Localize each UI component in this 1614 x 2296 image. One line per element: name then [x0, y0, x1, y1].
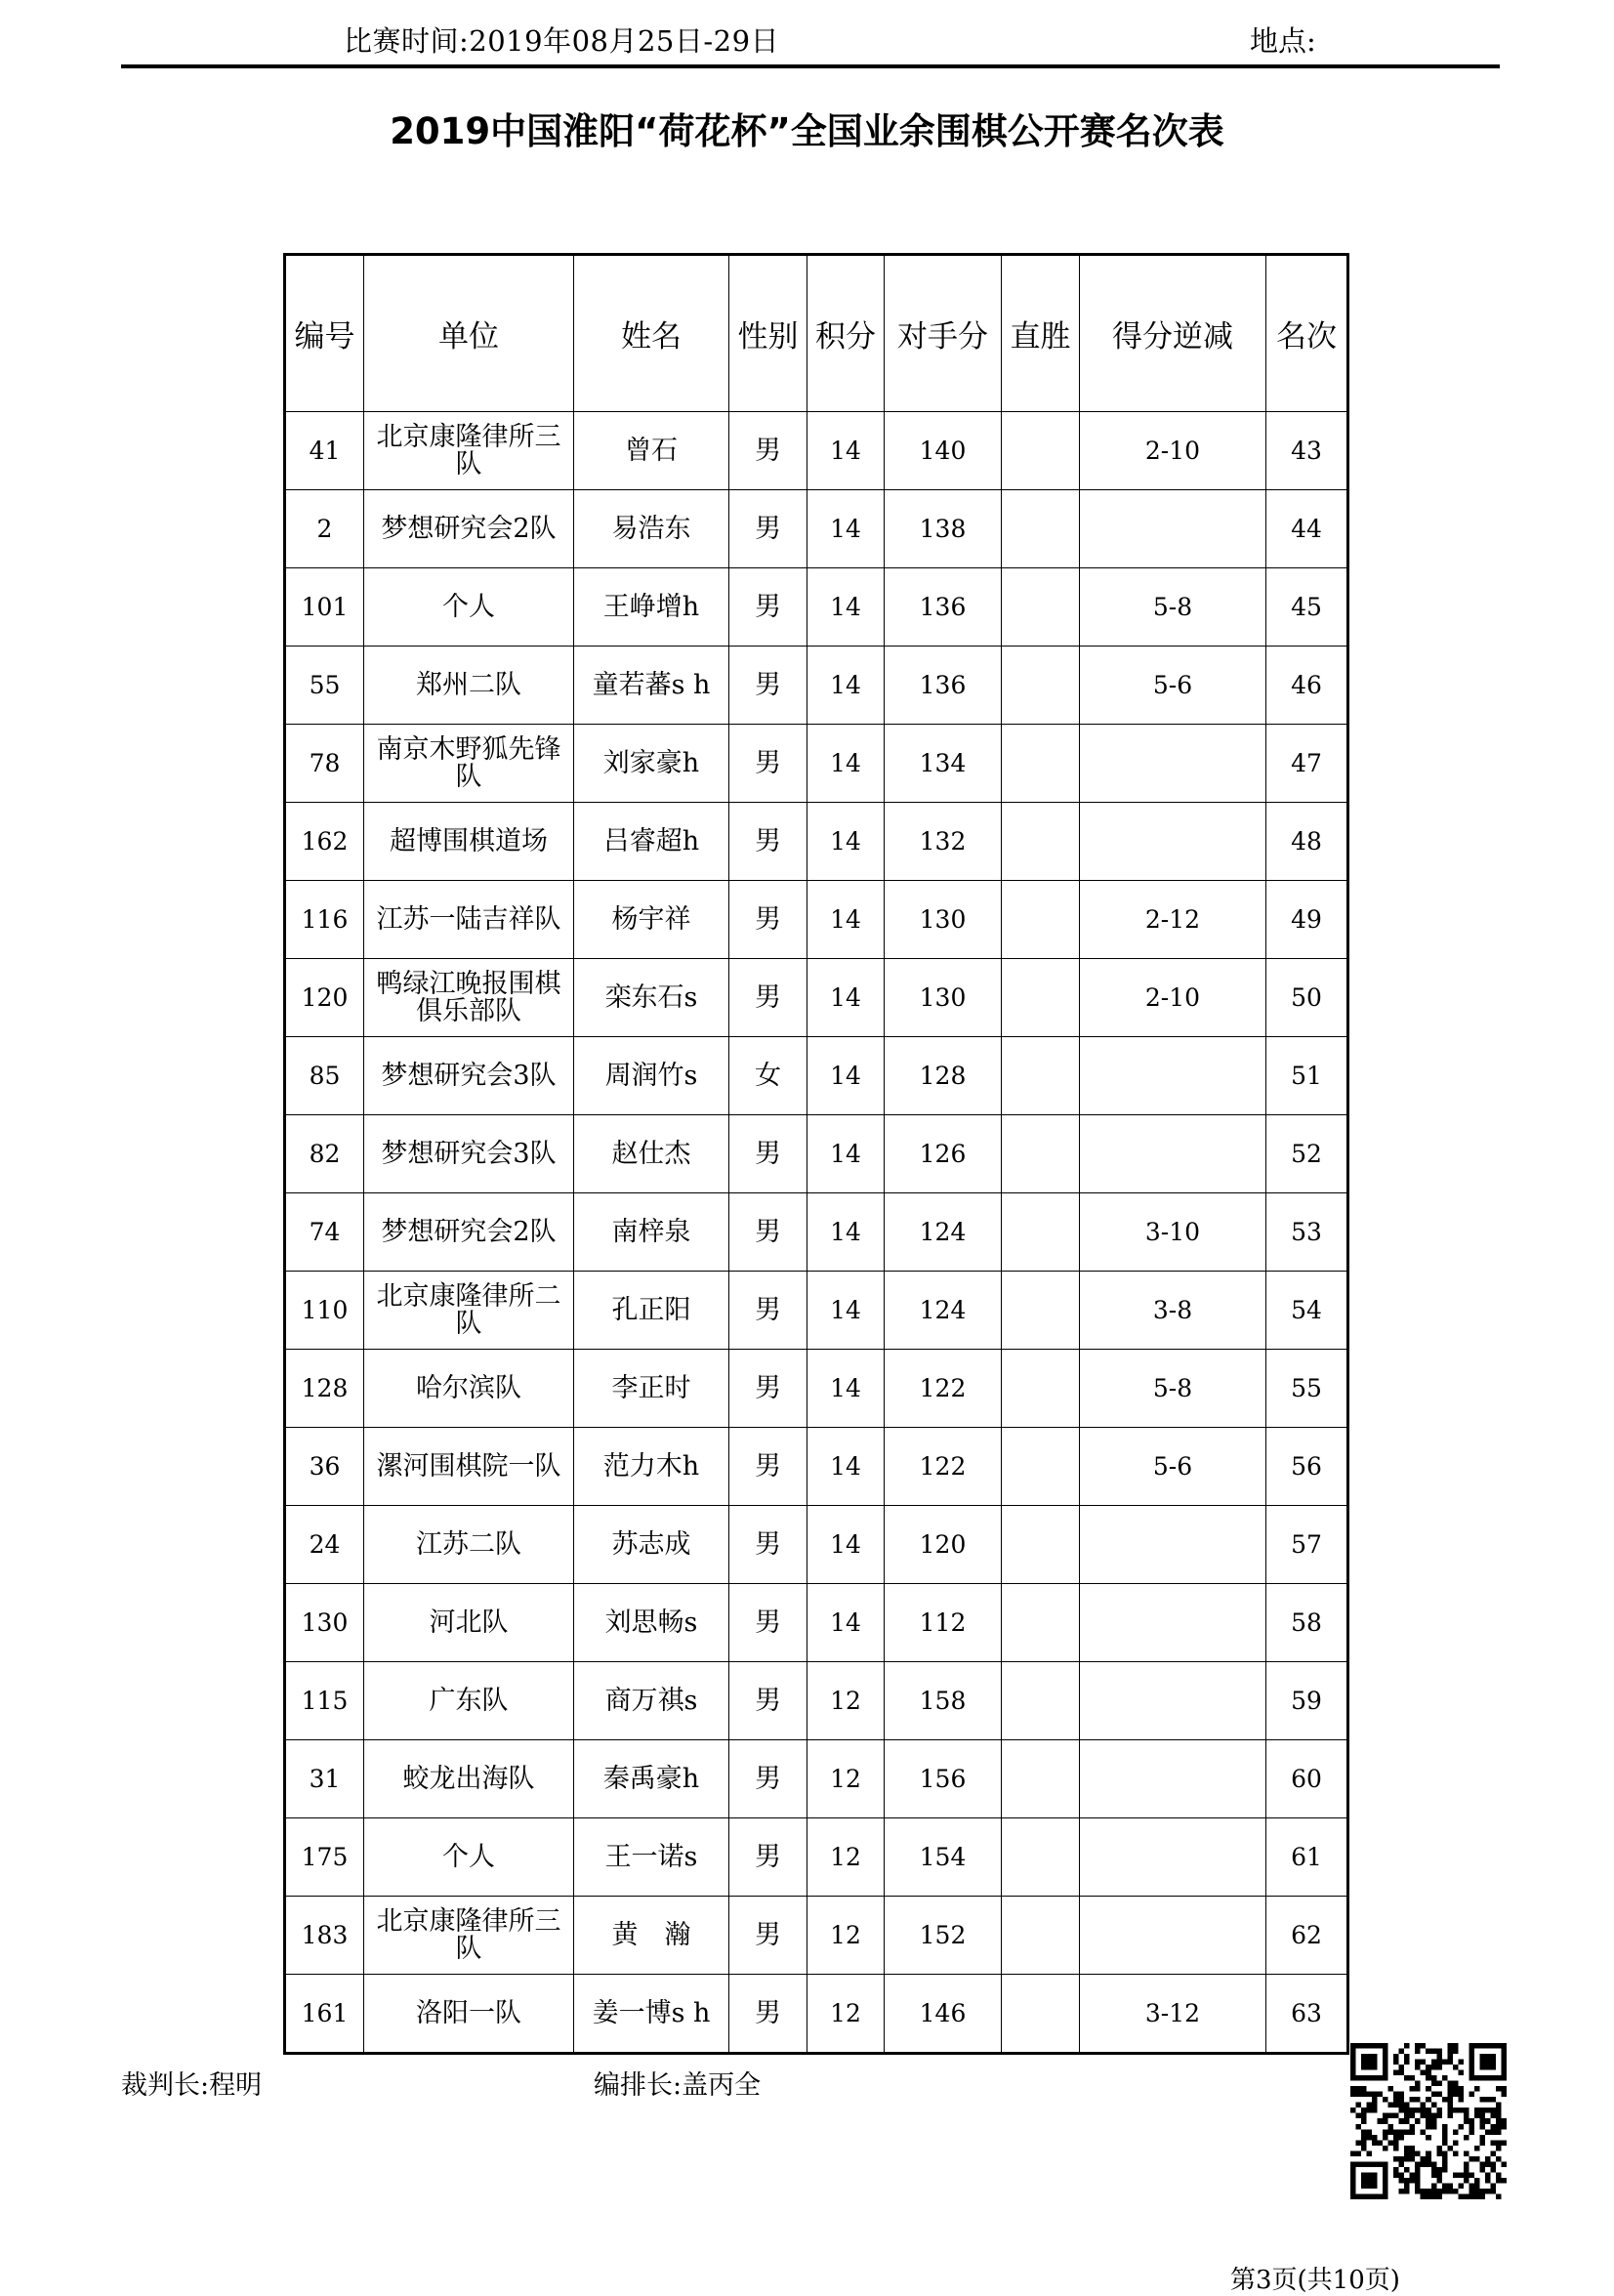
cell-name: 黄 瀚	[574, 1897, 729, 1975]
cell-id: 74	[285, 1193, 364, 1272]
page-title: 2019中国淮阳“荷花杯”全国业余围棋公开赛名次表	[390, 110, 1224, 152]
cell-tiebreak	[1080, 1818, 1266, 1897]
cell-opponent-score: 158	[885, 1662, 1002, 1740]
table-row	[285, 1428, 1348, 1506]
cell-opponent-score: 136	[885, 647, 1002, 725]
cell-id: 110	[285, 1272, 364, 1350]
cell-name: 商万祺s	[574, 1662, 729, 1740]
cell-direct-win	[1002, 1897, 1080, 1975]
cell-direct-win	[1002, 1584, 1080, 1662]
cell-score: 14	[807, 490, 885, 568]
cell-tiebreak	[1080, 803, 1266, 881]
cell-opponent-score: 122	[885, 1428, 1002, 1506]
cell-direct-win	[1002, 1975, 1080, 2054]
cell-name: 秦禹豪h	[574, 1740, 729, 1818]
unit-header: 单位	[364, 255, 574, 412]
cell-opponent-score: 130	[885, 881, 1002, 959]
cell-tiebreak: 2-12	[1080, 881, 1266, 959]
cell-unit: 广东队	[364, 1662, 574, 1740]
cell-score: 14	[807, 725, 885, 803]
cell-gender: 男	[729, 490, 807, 568]
cell-opponent-score: 156	[885, 1740, 1002, 1818]
cell-tiebreak: 3-8	[1080, 1272, 1266, 1350]
cell-gender: 男	[729, 1897, 807, 1975]
cell-unit: 个人	[364, 1818, 574, 1897]
name-header: 姓名	[574, 255, 729, 412]
header-divider	[121, 64, 1500, 68]
cell-direct-win	[1002, 490, 1080, 568]
cell-gender: 男	[729, 959, 807, 1037]
cell-name: 栾东石s	[574, 959, 729, 1037]
cell-tiebreak	[1080, 1897, 1266, 1975]
cell-direct-win	[1002, 1662, 1080, 1740]
table-row	[285, 1740, 1348, 1818]
cell-unit: 梦想研究会2队	[364, 1193, 574, 1272]
cell-rank: 48	[1266, 803, 1348, 881]
tiebreak-header: 得分逆减	[1080, 255, 1266, 412]
cell-rank: 55	[1266, 1350, 1348, 1428]
cell-gender: 男	[729, 1740, 807, 1818]
cell-unit: 鸭绿江晚报围棋俱乐部队	[364, 959, 574, 1037]
cell-name: 孔正阳	[574, 1272, 729, 1350]
cell-score: 14	[807, 568, 885, 647]
table-row	[285, 1193, 1348, 1272]
cell-unit: 梦想研究会2队	[364, 490, 574, 568]
cell-name: 周润竹s	[574, 1037, 729, 1115]
table-body	[285, 412, 1348, 2054]
cell-opponent-score: 136	[885, 568, 1002, 647]
cell-rank: 49	[1266, 881, 1348, 959]
chief-scheduler: 编排长:盖丙全	[594, 2070, 762, 2101]
cell-gender: 男	[729, 1818, 807, 1897]
cell-opponent-score: 138	[885, 490, 1002, 568]
cell-opponent-score: 130	[885, 959, 1002, 1037]
cell-direct-win	[1002, 1272, 1080, 1350]
cell-rank: 54	[1266, 1272, 1348, 1350]
cell-unit: 郑州二队	[364, 647, 574, 725]
cell-direct-win	[1002, 1193, 1080, 1272]
cell-rank: 60	[1266, 1740, 1348, 1818]
cell-rank: 59	[1266, 1662, 1348, 1740]
cell-direct-win	[1002, 959, 1080, 1037]
match-date: 比赛时间:2019年08月25日-29日	[344, 24, 780, 58]
cell-opponent-score: 152	[885, 1897, 1002, 1975]
cell-gender: 女	[729, 1037, 807, 1115]
cell-id: 36	[285, 1428, 364, 1506]
cell-id: 41	[285, 412, 364, 490]
cell-score: 14	[807, 1350, 885, 1428]
cell-tiebreak: 2-10	[1080, 412, 1266, 490]
cell-rank: 50	[1266, 959, 1348, 1037]
cell-score: 14	[807, 647, 885, 725]
cell-name: 姜一博s h	[574, 1975, 729, 2054]
cell-rank: 43	[1266, 412, 1348, 490]
cell-gender: 男	[729, 1272, 807, 1350]
cell-name: 吕睿超h	[574, 803, 729, 881]
cell-rank: 51	[1266, 1037, 1348, 1115]
cell-direct-win	[1002, 412, 1080, 490]
cell-unit: 梦想研究会3队	[364, 1037, 574, 1115]
cell-gender: 男	[729, 647, 807, 725]
cell-opponent-score: 124	[885, 1193, 1002, 1272]
cell-id: 128	[285, 1350, 364, 1428]
cell-tiebreak: 3-10	[1080, 1193, 1266, 1272]
cell-gender: 男	[729, 725, 807, 803]
cell-direct-win	[1002, 1350, 1080, 1428]
cell-unit: 梦想研究会3队	[364, 1115, 574, 1193]
cell-opponent-score: 132	[885, 803, 1002, 881]
cell-tiebreak: 2-10	[1080, 959, 1266, 1037]
cell-score: 14	[807, 1272, 885, 1350]
cell-score: 12	[807, 1818, 885, 1897]
qr-code-icon	[1350, 2043, 1507, 2199]
cell-rank: 57	[1266, 1506, 1348, 1584]
cell-name: 王峥增h	[574, 568, 729, 647]
cell-rank: 58	[1266, 1584, 1348, 1662]
cell-gender: 男	[729, 1115, 807, 1193]
cell-unit: 江苏一陆吉祥队	[364, 881, 574, 959]
table-row	[285, 725, 1348, 803]
table-row	[285, 490, 1348, 568]
cell-name: 刘思畅s	[574, 1584, 729, 1662]
cell-rank: 56	[1266, 1428, 1348, 1506]
cell-rank: 63	[1266, 1975, 1348, 2054]
table-row	[285, 1037, 1348, 1115]
cell-id: 115	[285, 1662, 364, 1740]
cell-unit: 北京康隆律所三队	[364, 412, 574, 490]
cell-id: 55	[285, 647, 364, 725]
cell-id: 78	[285, 725, 364, 803]
match-place: 地点:	[1250, 24, 1316, 58]
table-row	[285, 1272, 1348, 1350]
cell-opponent-score: 154	[885, 1818, 1002, 1897]
direct-win-header: 直胜	[1002, 255, 1080, 412]
cell-direct-win	[1002, 1740, 1080, 1818]
cell-opponent-score: 140	[885, 412, 1002, 490]
cell-score: 14	[807, 959, 885, 1037]
cell-unit: 哈尔滨队	[364, 1350, 574, 1428]
cell-gender: 男	[729, 1662, 807, 1740]
table-row	[285, 1350, 1348, 1428]
cell-tiebreak	[1080, 1584, 1266, 1662]
cell-tiebreak	[1080, 725, 1266, 803]
cell-id: 24	[285, 1506, 364, 1584]
cell-id: 31	[285, 1740, 364, 1818]
cell-rank: 52	[1266, 1115, 1348, 1193]
cell-rank: 53	[1266, 1193, 1348, 1272]
ranking-table	[283, 253, 1349, 2055]
cell-direct-win	[1002, 803, 1080, 881]
chief-referee: 裁判长:程明	[121, 2070, 263, 2101]
cell-opponent-score: 120	[885, 1506, 1002, 1584]
cell-score: 14	[807, 803, 885, 881]
cell-unit: 蛟龙出海队	[364, 1740, 574, 1818]
cell-id: 85	[285, 1037, 364, 1115]
cell-gender: 男	[729, 881, 807, 959]
cell-score: 12	[807, 1975, 885, 2054]
cell-rank: 47	[1266, 725, 1348, 803]
cell-rank: 46	[1266, 647, 1348, 725]
cell-score: 14	[807, 1584, 885, 1662]
cell-score: 12	[807, 1897, 885, 1975]
cell-direct-win	[1002, 647, 1080, 725]
cell-tiebreak	[1080, 1037, 1266, 1115]
cell-name: 曾石	[574, 412, 729, 490]
cell-direct-win	[1002, 1818, 1080, 1897]
cell-direct-win	[1002, 568, 1080, 647]
cell-unit: 河北队	[364, 1584, 574, 1662]
cell-score: 14	[807, 881, 885, 959]
cell-score: 12	[807, 1662, 885, 1740]
cell-name: 赵仕杰	[574, 1115, 729, 1193]
cell-unit: 北京康隆律所二队	[364, 1272, 574, 1350]
cell-name: 苏志成	[574, 1506, 729, 1584]
cell-unit: 漯河围棋院一队	[364, 1428, 574, 1506]
cell-score: 14	[807, 1193, 885, 1272]
cell-score: 14	[807, 1037, 885, 1115]
cell-id: 162	[285, 803, 364, 881]
cell-name: 南梓泉	[574, 1193, 729, 1272]
cell-id: 130	[285, 1584, 364, 1662]
cell-gender: 男	[729, 1193, 807, 1272]
cell-id: 116	[285, 881, 364, 959]
table-row	[285, 1662, 1348, 1740]
cell-tiebreak	[1080, 1662, 1266, 1740]
opponent-score-header: 对手分	[885, 255, 1002, 412]
cell-gender: 男	[729, 412, 807, 490]
table-row	[285, 1975, 1348, 2054]
cell-name: 范力木h	[574, 1428, 729, 1506]
cell-unit: 个人	[364, 568, 574, 647]
table-row	[285, 568, 1348, 647]
cell-name: 刘家豪h	[574, 725, 729, 803]
cell-gender: 男	[729, 1584, 807, 1662]
cell-score: 14	[807, 412, 885, 490]
cell-name: 李正时	[574, 1350, 729, 1428]
cell-name: 童若蕃s h	[574, 647, 729, 725]
cell-rank: 44	[1266, 490, 1348, 568]
cell-unit: 北京康隆律所三队	[364, 1897, 574, 1975]
table-header-row	[285, 255, 1348, 412]
cell-tiebreak	[1080, 1115, 1266, 1193]
cell-gender: 男	[729, 1350, 807, 1428]
cell-opponent-score: 134	[885, 725, 1002, 803]
cell-id: 101	[285, 568, 364, 647]
cell-tiebreak: 5-6	[1080, 647, 1266, 725]
cell-rank: 45	[1266, 568, 1348, 647]
cell-id: 120	[285, 959, 364, 1037]
cell-gender: 男	[729, 568, 807, 647]
cell-direct-win	[1002, 725, 1080, 803]
table-row	[285, 1897, 1348, 1975]
cell-unit: 南京木野狐先锋队	[364, 725, 574, 803]
cell-direct-win	[1002, 1428, 1080, 1506]
cell-tiebreak: 5-8	[1080, 568, 1266, 647]
cell-name: 易浩东	[574, 490, 729, 568]
cell-tiebreak	[1080, 1740, 1266, 1818]
cell-score: 14	[807, 1115, 885, 1193]
cell-tiebreak	[1080, 490, 1266, 568]
cell-id: 82	[285, 1115, 364, 1193]
cell-gender: 男	[729, 1428, 807, 1506]
table-row	[285, 959, 1348, 1037]
cell-tiebreak: 3-12	[1080, 1975, 1266, 2054]
table-row	[285, 412, 1348, 490]
cell-rank: 62	[1266, 1897, 1348, 1975]
cell-id: 161	[285, 1975, 364, 2054]
cell-direct-win	[1002, 1506, 1080, 1584]
score-header: 积分	[807, 255, 885, 412]
cell-gender: 男	[729, 1506, 807, 1584]
cell-tiebreak: 5-8	[1080, 1350, 1266, 1428]
table-row	[285, 1818, 1348, 1897]
cell-opponent-score: 122	[885, 1350, 1002, 1428]
cell-score: 12	[807, 1740, 885, 1818]
table-row	[285, 1506, 1348, 1584]
rank-header: 名次	[1266, 255, 1348, 412]
cell-unit: 洛阳一队	[364, 1975, 574, 2054]
cell-direct-win	[1002, 881, 1080, 959]
cell-rank: 61	[1266, 1818, 1348, 1897]
cell-tiebreak	[1080, 1506, 1266, 1584]
cell-name: 王一诺s	[574, 1818, 729, 1897]
table-row	[285, 1115, 1348, 1193]
cell-id: 2	[285, 490, 364, 568]
cell-name: 杨宇祥	[574, 881, 729, 959]
cell-tiebreak: 5-6	[1080, 1428, 1266, 1506]
gender-header: 性别	[729, 255, 807, 412]
cell-gender: 男	[729, 1975, 807, 2054]
cell-score: 14	[807, 1428, 885, 1506]
cell-opponent-score: 128	[885, 1037, 1002, 1115]
id-header: 编号	[285, 255, 364, 412]
table-row	[285, 1584, 1348, 1662]
cell-opponent-score: 124	[885, 1272, 1002, 1350]
table-row	[285, 881, 1348, 959]
cell-id: 183	[285, 1897, 364, 1975]
cell-unit: 超博围棋道场	[364, 803, 574, 881]
cell-opponent-score: 146	[885, 1975, 1002, 2054]
table-row	[285, 647, 1348, 725]
cell-direct-win	[1002, 1115, 1080, 1193]
cell-score: 14	[807, 1506, 885, 1584]
cell-opponent-score: 126	[885, 1115, 1002, 1193]
cell-gender: 男	[729, 803, 807, 881]
cell-unit: 江苏二队	[364, 1506, 574, 1584]
cell-opponent-score: 112	[885, 1584, 1002, 1662]
cell-direct-win	[1002, 1037, 1080, 1115]
cell-id: 175	[285, 1818, 364, 1897]
page-number: 第3页(共10页)	[1230, 2266, 1400, 2295]
table-row	[285, 803, 1348, 881]
